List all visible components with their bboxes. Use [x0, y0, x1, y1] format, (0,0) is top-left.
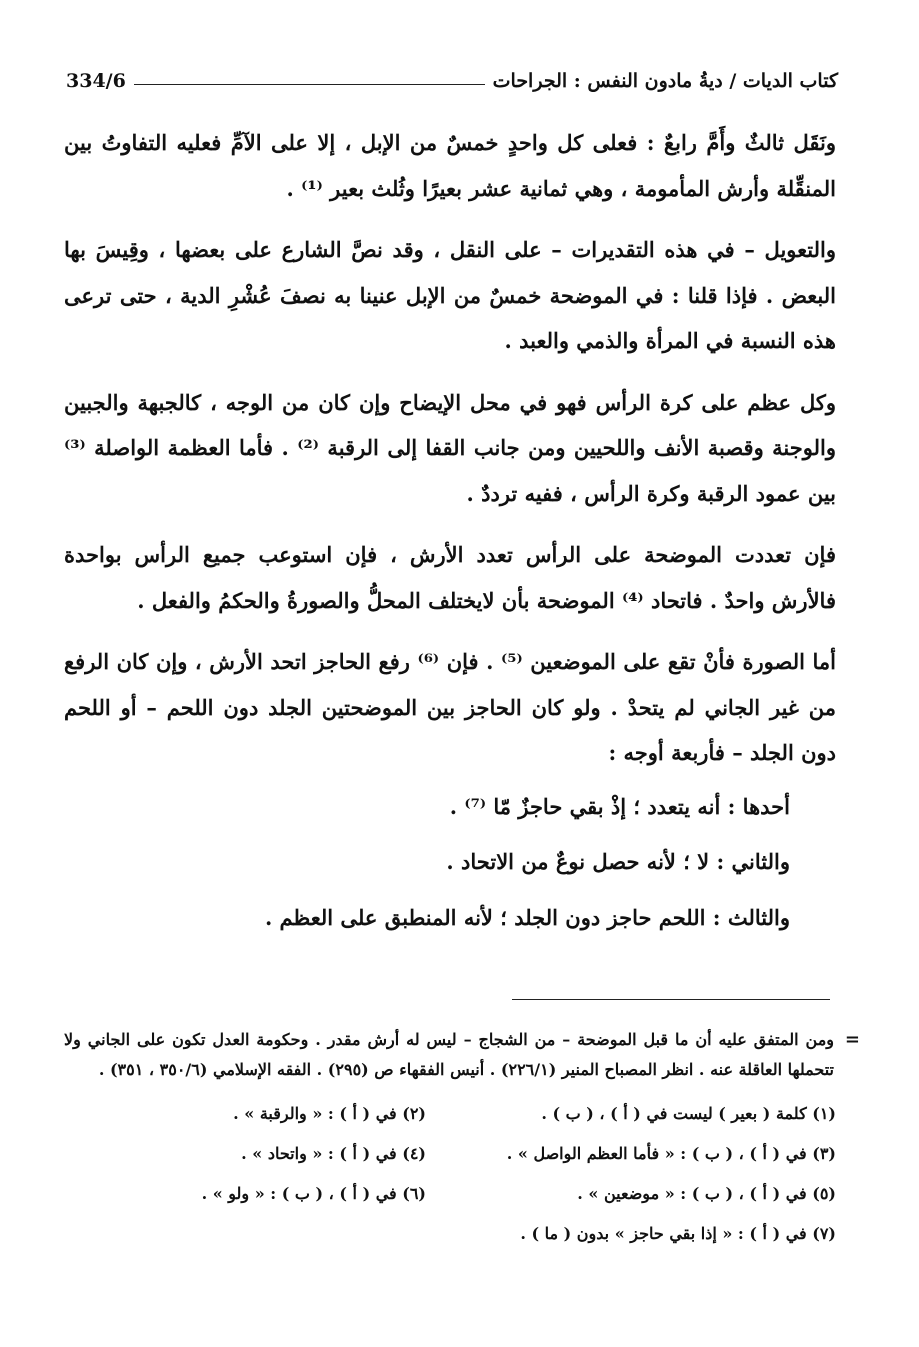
page-number: 334/6 [66, 70, 126, 92]
footnotes [64, 1025, 860, 1249]
aspect-item: والثالث : اللحم حاجز دون الجلد ؛ لأنه المنطبق على العظم . [264, 904, 790, 930]
continuation-mark: = [844, 1029, 860, 1050]
header-rule [134, 84, 485, 85]
footnote: (٧) في ( أ ) : « إذا بقي حاجز » بدون ( ما ) . [520, 1224, 836, 1243]
footnote: (٢) في ( أ ) : « والرقبة » . [233, 1104, 426, 1123]
paragraph: فإن تعددت الموضحة على الرأس تعدد الأرش ، فإن استوعب جميع الرأس بواحدة فالأرش واحدٌ . فاتحاد ⁽⁴⁾ الموضحة بأن لايختلف المحلُّ والصورةُ والحكمُ والفعل . [64, 542, 836, 613]
continuation-text: ومن المتفق عليه أن ما قبل الموضحة – من الشجاج – ليس له أرش مقدر . وحكومة العدل تكون على الجاني ولا تتحملها العاقلة عنه . انظر المصباح المنير (٢٢٦/١) . أنيس الفقهاء ص (٢٩٥) . الفقه الإسلامي (٣٥٠/٦ ، ٣٥١) . [64, 1030, 834, 1079]
footnote: (١) كلمة ( بعير ) ليست في ( أ ) ، ( ب ) . [541, 1104, 836, 1123]
footnote: (٤) في ( أ ) : « واتحاد » . [241, 1144, 426, 1163]
aspect-item: أحدها : أنه يتعدد ؛ إذْ بقي حاجزٌ مّا ⁽⁷⁾ . [449, 793, 790, 819]
footnote: (٦) في ( أ ) ، ( ب ) : « ولو » . [201, 1184, 426, 1203]
paragraph: ونَقَل ثالثٌ وأَمَّ رابعٌ : فعلى كل واحدٍ خمسٌ من الإبل ، إلا على الآمِّ فعليه التفاوتُ بين المنقِّلة وأرش المأمومة ، وهي ثمانية عشر بعيرًا وثُلث بعير ⁽¹⁾ . [64, 130, 836, 201]
paragraph: والتعويل – في هذه التقديرات – على النقل ، وقد نصَّ الشارع على بعضها ، وقِيسَ بها البعض . فإذا قلنا : في الموضحة خمسٌ من الإبل عنينا به نصفَ عُشْرِ الدية ، حتى ترعى هذه النسبة في المرأة والذمي والعبد . [64, 237, 836, 353]
paragraph: وكل عظم على كرة الرأس فهو في محل الإيضاح وإن كان من الوجه ، كالجبهة والجبين والوجنة وقصبة الأنف واللحيين ومن جانب القفا إلى الرقبة ⁽²⁾ . فأما العظمة الواصلة ⁽³⁾ بين عمود الرقبة وكرة الرأس ، ففيه ترددٌ . [64, 389, 836, 506]
main-text [64, 120, 836, 956]
running-title: كتاب الديات / ديةُ مادون النفس : الجراحات [492, 70, 838, 92]
running-header [66, 62, 838, 92]
footnote-list [64, 1099, 836, 1249]
footnote: (٥) في ( أ ) ، ( ب ) : « موضعين » . [577, 1184, 836, 1203]
paragraph: أما الصورة فأنْ تقع على الموضعين ⁽⁵⁾ . فإن ⁽⁶⁾ رفع الحاجز اتحد الأرش ، وإن كان الرفع من غير الجاني لم يتحدْ . ولو كان الحاجز بين الموضحتين الجلد دون اللحم – أو اللحم دون الجلد – فأربعة أوجه : [64, 649, 836, 765]
aspect-item: والثاني : لا ؛ لأنه حصل نوعٌ من الاتحاد . [446, 849, 790, 874]
footnote: (٣) في ( أ ) ، ( ب ) : « فأما العظم الواصل » . [506, 1144, 836, 1163]
footnote-separator [512, 999, 830, 1000]
footnote-continuation [64, 1025, 860, 1085]
